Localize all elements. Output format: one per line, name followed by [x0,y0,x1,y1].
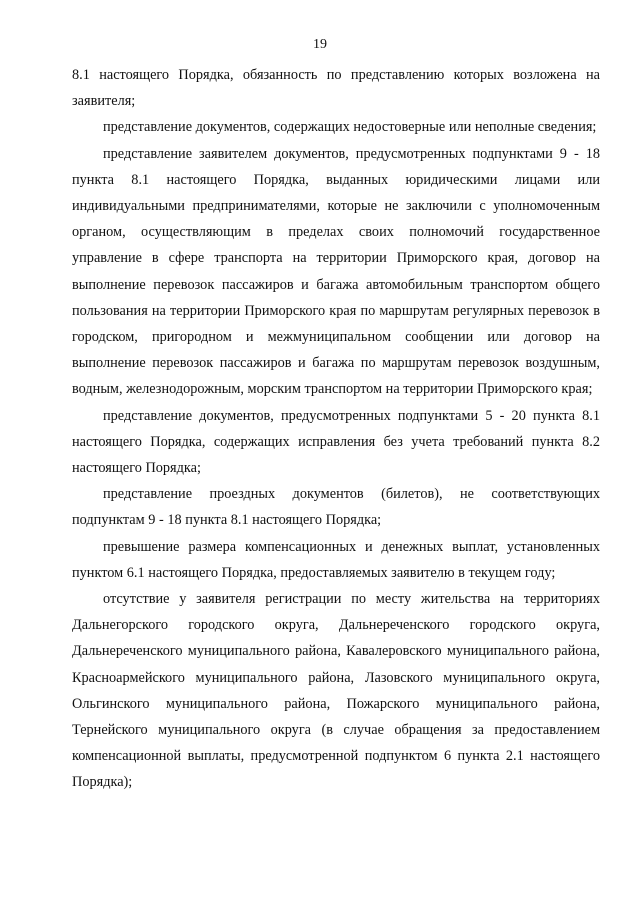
paragraph-no-registration: отсутствие у заявителя регистрации по месту жительства на территориях Дальнегорского городского округа, Дальнереченского городского округа, Дальнереченского муниципального района, Кавалеровского муниципального района, Красноармейского муниципального района, Лазовского муниципального округа, Ольгинского муниципального района, Пожарского муниципального района, Тернейского муниципального округа (в случае обращения за предоставлением компенсационной выплаты, предусмотренной подпунктом 6 пункта 2.1 настоящего Порядка); [72,591,600,791]
paragraph-continuation: 8.1 настоящего Порядка, обязанность по представлению которых возложена на заявителя; [72,67,600,110]
paragraph-exceeding-payment-limit: превышение размера компенсационных и денежных выплат, установленных пунктом 6.1 настоящего Порядка, предоставляемых заявителю в текущем году; [72,538,600,581]
paragraph-unreliable-documents: представление документов, содержащих недостоверные или неполные сведения; [103,119,597,136]
paragraph-documents-with-corrections: представление документов, предусмотренных подпунктами 5 - 20 пункта 8.1 настоящего Порядка, содержащих исправления без учета требований пункта 8.2 настоящего Порядка; [72,407,600,477]
page-number: 19 [313,37,327,52]
paragraph-documents-from-non-contracted-carriers: представление заявителем документов, предусмотренных подпунктами 9 - 18 пункта 8.1 настоящего Порядка, выданных юридическими лицами или индивидуальными предпринимателями, которые не заключили с уполномоченным органом, осуществляющим в пределах своих полномочий государственное управление в сфере транспорта на территории Приморского края, договор на выполнение перевозок пассажиров и багажа автомобильным транспортом общего пользования на территории Приморского края по маршрутам регулярных перевозок в городском, пригородном и межмуниципальном сообщении или договор на выполнение перевозок пассажиров и багажа по маршрутам перевозок воздушным, водным, железнодорожным, морским транспортом на территории Приморского края; [72,145,600,398]
document-body [72,62,600,796]
paragraph-nonconforming-tickets: представление проездных документов (билетов), не соответствующих подпунктам 9 - 18 пункта 8.1 настоящего Порядка; [72,486,600,529]
